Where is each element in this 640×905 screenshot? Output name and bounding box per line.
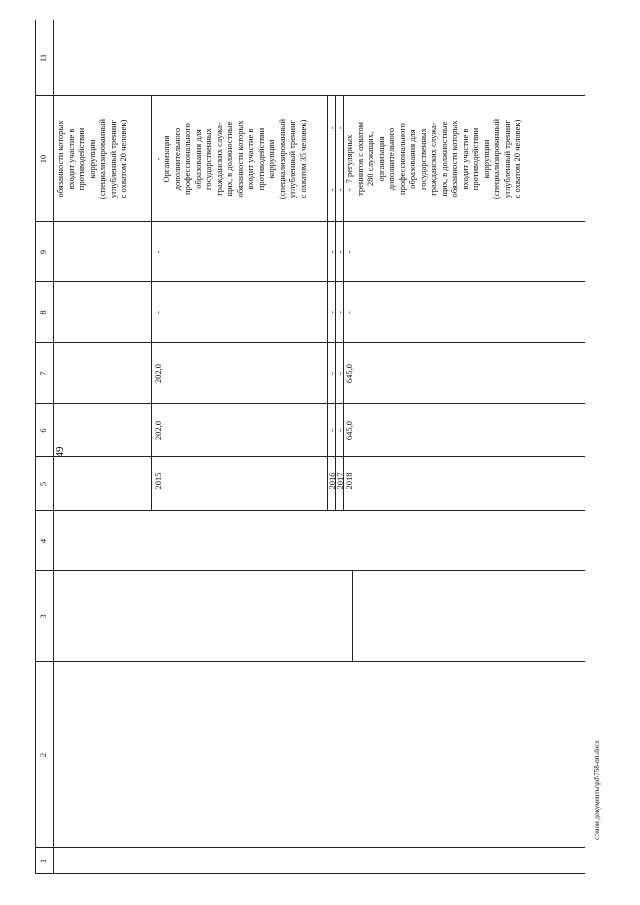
row-2017-c8: - [335, 250, 345, 254]
row-2016-description: - [327, 126, 337, 130]
row-2016-c7: - [327, 311, 337, 314]
row-2016-c8: - [327, 250, 337, 254]
table-sheet [35, 20, 585, 874]
row-2018-description: 7 регулярных тренингов с охватом 280 служащих, организация дополнительного профессионального образования для государственных гражданских служа- щих, в должностные обязанности которых входит участие в противодействии коррупции (специализированный углубленный тренинг с охватом 20 человек) [344, 118, 522, 200]
row-2015-year: 2015 [153, 472, 163, 490]
row-2016-c9: - [327, 188, 337, 192]
col-divider-5 [35, 456, 585, 457]
row-2015-c5: 202,0 [153, 420, 163, 441]
row-2018-year: 2018 [344, 472, 354, 490]
col-divider-7 [35, 342, 585, 343]
col-divider-10 [35, 95, 585, 96]
rotated-table-frame [35, 20, 585, 874]
row-2018-c7: - [344, 311, 354, 314]
budget-table [35, 20, 585, 874]
row-2018-c8: - [344, 250, 354, 254]
col-number-6: 6 [38, 428, 48, 433]
top-block-description: обязанности которых входит участие в противодействии коррупции (специализированный углубленный тренинг с охватом 20 человек) [55, 118, 128, 200]
row-2018-c9: - [344, 188, 354, 192]
col-number-8: 8 [38, 310, 48, 315]
row-2015-c9: - [153, 157, 163, 161]
col-number-1: 1 [38, 858, 48, 864]
col-divider-8 [35, 281, 585, 282]
row-line-a [151, 96, 152, 511]
row-2018-c5: 645,0 [344, 420, 354, 441]
row-2017-c6: - [335, 372, 345, 375]
row-2017-c7: - [335, 311, 345, 314]
col-divider-4 [35, 510, 585, 511]
col-number-3: 3 [38, 614, 48, 619]
col-divider-9 [35, 221, 585, 222]
table-border-left [35, 873, 585, 874]
row-2015-description: Организация дополнительного профессионального образования для государственных гражданских служа- щих, в должностные обязанности которых входит участие в противодействии коррупции (специализированный углубленный тренинг с охватом 35 человек) [161, 118, 308, 200]
row-2016-year: 2016 [327, 472, 337, 490]
row-2017-c9: - [335, 188, 345, 192]
col-number-4: 4 [38, 538, 48, 544]
row-2017-c5: - [335, 429, 345, 432]
row-line-e [352, 571, 353, 662]
col-number-2: 2 [38, 752, 48, 758]
row-2018-c6: 645,0 [344, 363, 354, 384]
row-2017-year: 2017 [335, 472, 345, 490]
col-divider-2 [35, 661, 585, 662]
row-2015-c7: - [153, 311, 163, 314]
col-number-9: 9 [38, 249, 48, 255]
table-border-top [35, 20, 36, 874]
row-2017-description: - [335, 126, 345, 130]
col-number-7: 7 [38, 371, 48, 376]
col-divider-6 [35, 403, 585, 404]
col-divider-1 [35, 847, 585, 848]
row-2016-c6: - [327, 372, 337, 375]
header-separator [53, 20, 54, 874]
footer-file-path: c:\мои документы\pd\758-пп.docx [593, 740, 601, 840]
col-number-5: 5 [38, 481, 48, 487]
col-divider-3 [35, 570, 585, 571]
col-number-10: 10 [38, 154, 48, 164]
row-2015-c8: - [153, 250, 163, 254]
col-number-11: 11 [38, 53, 48, 63]
row-2015-c6: 202,0 [153, 363, 163, 384]
page-number: 49 [54, 446, 66, 458]
row-2016-c5: - [327, 429, 337, 432]
